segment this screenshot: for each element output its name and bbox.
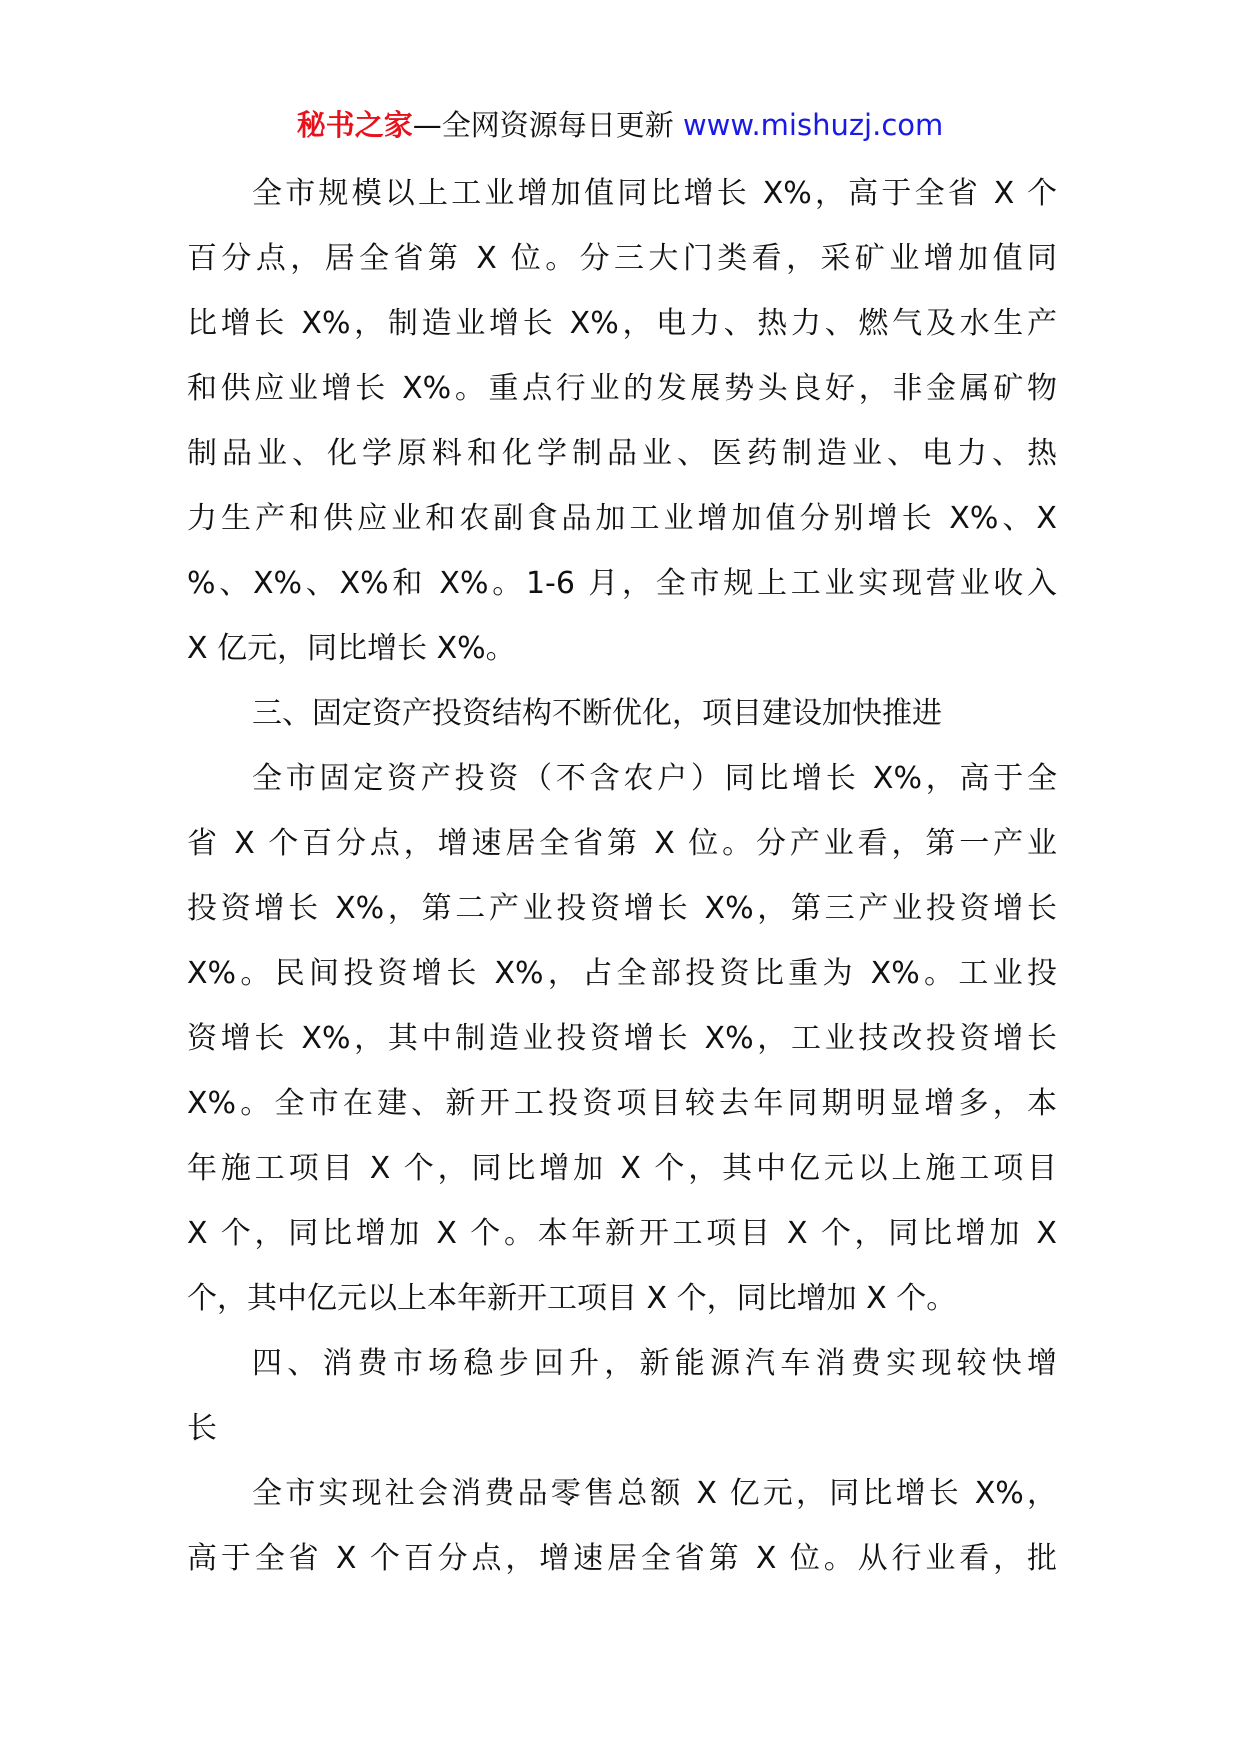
industry-paragraph-line-2: 百分点，居全省第 X 位。分三大门类看，采矿业增加值同 bbox=[187, 241, 1057, 276]
consumption-paragraph-line-1: 全市实现社会消费品零售总额 X 亿元，同比增长 X%， bbox=[252, 1476, 1057, 1511]
investment-paragraph-line-6: X%。全市在建、新开工投资项目较去年同期明显增多，本 bbox=[187, 1086, 1057, 1121]
brand-name: 秘书之家 bbox=[296, 108, 413, 142]
document-body bbox=[187, 161, 1057, 1591]
industry-paragraph-line-1: 全市规模以上工业增加值同比增长 X%，高于全省 X 个 bbox=[252, 176, 1057, 211]
investment-paragraph-line-9: 个，其中亿元以上本年新开工项目 X 个，同比增加 X 个。 bbox=[187, 1281, 957, 1316]
site-header bbox=[0, 100, 1240, 150]
investment-paragraph-line-1: 全市固定资产投资（不含农户）同比增长 X%，高于全 bbox=[252, 761, 1057, 796]
investment-paragraph-line-8: X 个，同比增加 X 个。本年新开工项目 X 个，同比增加 X bbox=[187, 1216, 1057, 1251]
industry-paragraph-line-7: %、X%、X%和 X%。1-6 月，全市规上工业实现营业收入 bbox=[187, 566, 1057, 601]
industry-paragraph-line-3: 比增长 X%，制造业增长 X%，电力、热力、燃气及水生产 bbox=[187, 306, 1057, 341]
investment-paragraph-line-4: X%。民间投资增长 X%，占全部投资比重为 X%。工业投 bbox=[187, 956, 1057, 991]
investment-paragraph-line-7: 年施工项目 X 个，同比增加 X 个，其中亿元以上施工项目 bbox=[187, 1151, 1057, 1186]
site-url-link[interactable]: www.mishuzj.com bbox=[682, 108, 944, 142]
section-heading-consumption: 四、消费市场稳步回升，新能源汽车消费实现较快增 bbox=[252, 1346, 1057, 1381]
industry-paragraph-line-6: 力生产和供应业和农副食品加工业增加值分别增长 X%、X bbox=[187, 501, 1057, 536]
investment-paragraph-line-3: 投资增长 X%，第二产业投资增长 X%，第三产业投资增长 bbox=[187, 891, 1057, 926]
industry-paragraph-line-5: 制品业、化学原料和化学制品业、医药制造业、电力、热 bbox=[187, 436, 1057, 471]
header-tagline: —全网资源每日更新 bbox=[412, 108, 674, 142]
industry-paragraph-line-4: 和供应业增长 X%。重点行业的发展势头良好，非金属矿物 bbox=[187, 371, 1057, 406]
investment-paragraph-line-2: 省 X 个百分点，增速居全省第 X 位。分产业看，第一产业 bbox=[187, 826, 1057, 861]
investment-paragraph-line-5: 资增长 X%，其中制造业投资增长 X%，工业技改投资增长 bbox=[187, 1021, 1057, 1056]
section-heading-investment: 三、固定资产投资结构不断优化，项目建设加快推进 bbox=[252, 696, 942, 731]
section-heading-consumption-cont: 长 bbox=[187, 1411, 217, 1446]
industry-paragraph-line-8: X 亿元，同比增长 X%。 bbox=[187, 631, 516, 666]
consumption-paragraph-line-2: 高于全省 X 个百分点，增速居全省第 X 位。从行业看，批 bbox=[187, 1541, 1057, 1576]
